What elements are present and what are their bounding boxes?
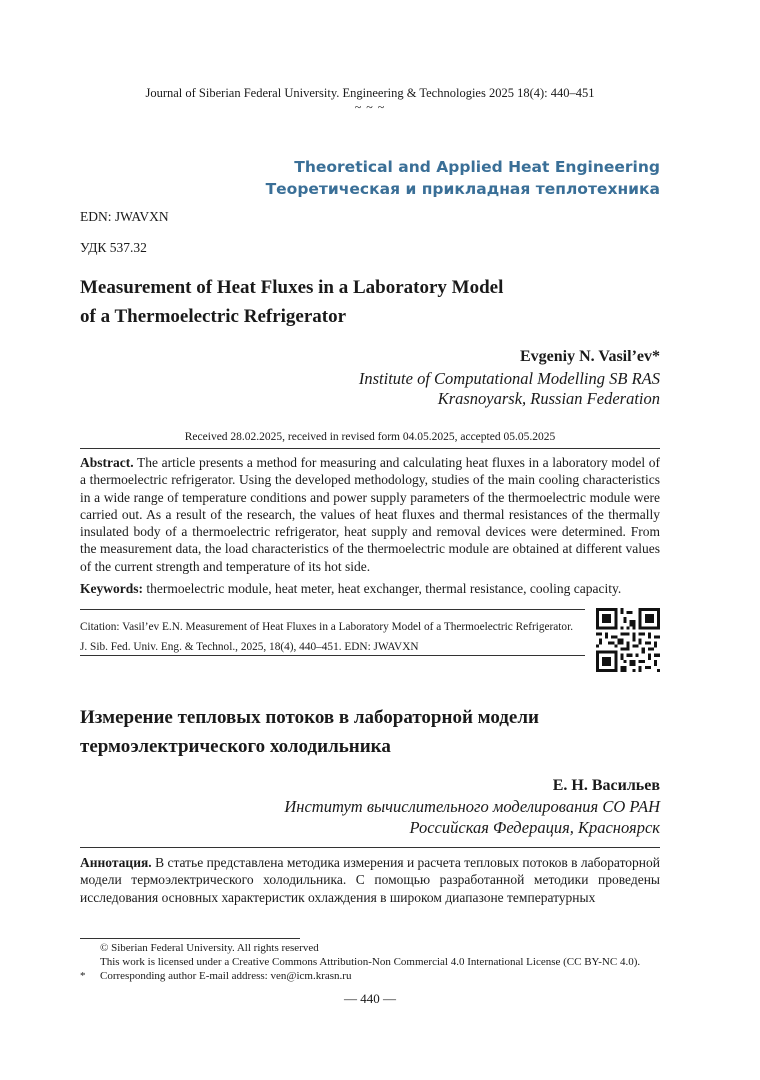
section-title-ru: Теоретическая и прикладная теплотехника	[265, 180, 660, 198]
journal-separator: ~ ~ ~	[354, 100, 386, 114]
abstract-ru-text: В статье представлена методика измерения и расчета тепловых потоков в лабораторной модели термоэлектрического холодильника. С помощью разработанной методики проведены исследования основных характеристик охлаждения в широком диапазоне температурных	[80, 855, 660, 905]
edn-identifier: EDN: JWAVXN	[80, 209, 169, 224]
affiliation-ru-line2: Российская Федерация, Красноярск	[409, 818, 660, 837]
section-title-en: Theoretical and Applied Heat Engineering	[294, 158, 660, 176]
keywords-text: thermoelectric module, heat meter, heat exchanger, thermal resistance, cooling capacity.	[146, 581, 622, 596]
abstract-en	[80, 454, 660, 575]
received-dates: Received 28.02.2025, received in revised form 04.05.2025, accepted 05.05.2025	[184, 431, 556, 443]
qr-code-icon[interactable]	[596, 608, 660, 672]
author-en: Evgeniy N. Vasil’ev*	[519, 348, 660, 365]
abstract-ru-label: Аннотация.	[80, 855, 152, 870]
copyright-note: © Siberian Federal University. All rights reserved	[100, 942, 319, 954]
citation-bottom-rule	[80, 655, 585, 656]
citation-line1: Citation: Vasil’ev E.N. Measurement of Heat Fluxes in a Laboratory Model of a Thermoelectric Refrigerator.	[80, 621, 574, 633]
footnote-asterisk: *	[80, 970, 86, 982]
title-ru-line1: Измерение тепловых потоков в лабораторной модели	[80, 707, 539, 728]
page-number: — 440 —	[344, 991, 396, 1006]
keywords-label: Keywords:	[80, 581, 143, 596]
abstract-top-rule	[80, 448, 660, 449]
citation-top-rule	[80, 609, 585, 610]
footnote-rule	[80, 938, 300, 939]
license-note: This work is licensed under a Creative Commons Attribution-Non Commercial 4.0 International License (CC BY-NC 4.0).	[100, 956, 641, 968]
title-en-line2: of a Thermoelectric Refrigerator	[80, 306, 347, 327]
abstract-ru	[80, 854, 660, 906]
keywords-en	[80, 580, 660, 597]
title-en-line1: Measurement of Heat Fluxes in a Laboratory Model	[80, 277, 504, 298]
article-title-en	[80, 273, 680, 331]
corresponding-author-note: Corresponding author E-mail address: ven@icm.krasn.ru	[100, 970, 352, 982]
abstract-en-label: Abstract.	[80, 455, 134, 470]
citation-block	[80, 617, 585, 657]
udk-identifier: УДК 537.32	[80, 240, 147, 255]
affiliation-en-line1: Institute of Computational Modelling SB RAS	[358, 369, 660, 388]
article-title-ru	[80, 703, 680, 761]
abstract-en-text: The article presents a method for measuring and calculating heat fluxes in a laboratory model of a thermoelectric refrigerator. Using the developed methodology, studies of the main cooling characteristics in a wide range of temperature conditions and power supply parameters of the thermoelectric module were carried out. As a result of the research, the values of heat fluxes and thermal resistances of the thermally insulated body of a thermoelectric refrigerator, heat supply and removal devices were determined. From the measurement data, the load characteristics of the thermoelectric module are obtained at different values of the current strength and temperature of its hot side.	[80, 455, 660, 574]
journal-citation-line: Journal of Siberian Federal University. Engineering & Technologies 2025 18(4): 440–451	[145, 86, 595, 100]
citation-line2: J. Sib. Fed. Univ. Eng. & Technol., 2025, 18(4), 440–451. EDN: JWAVXN	[80, 641, 419, 653]
affiliation-en-line2: Krasnoyarsk, Russian Federation	[437, 389, 660, 408]
author-ru: Е. Н. Васильев	[552, 777, 660, 794]
abstract-ru-top-rule	[80, 847, 660, 848]
affiliation-ru-line1: Институт вычислительного моделирования СО РАН	[284, 797, 660, 816]
title-ru-line2: термоэлектрического холодильника	[80, 736, 391, 757]
